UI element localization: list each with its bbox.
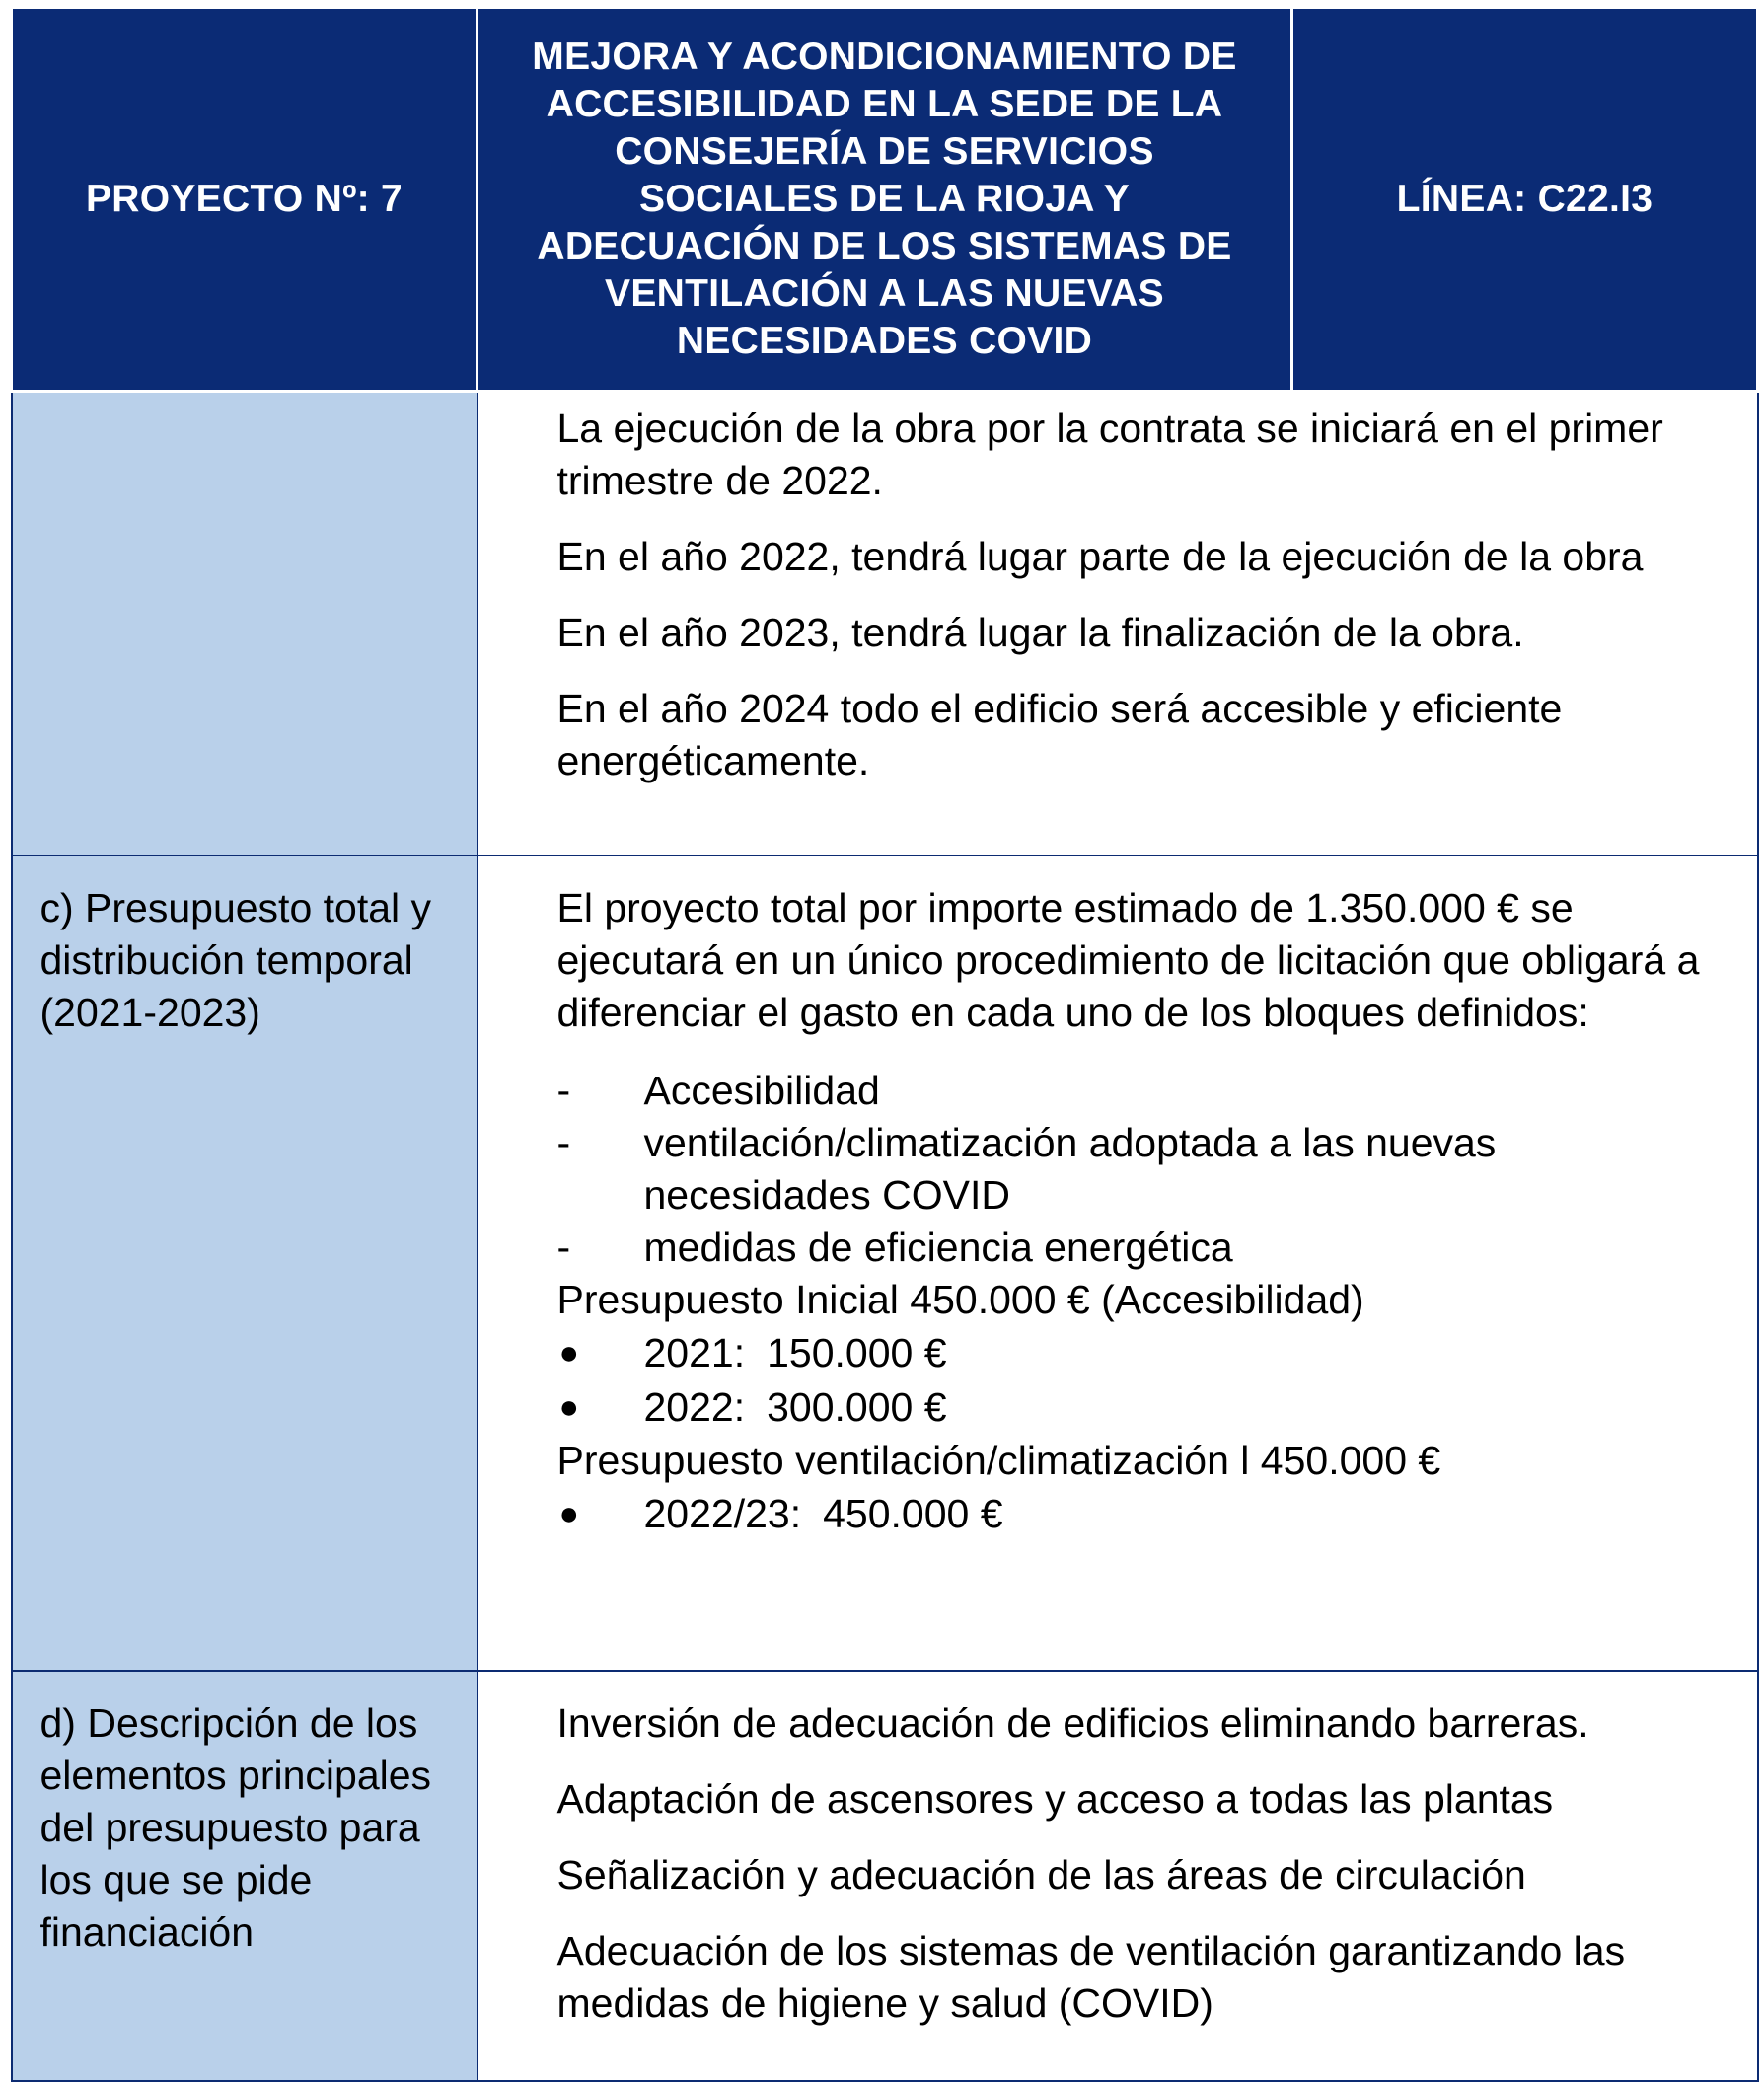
line-code: LÍNEA: C22.I3 <box>1292 8 1758 392</box>
budget-label: c) Presupuesto total y distribución temporal (2021-2023) <box>12 855 478 1671</box>
list-item: - medidas de eficiencia energética <box>557 1222 1727 1274</box>
title-line: VENTILACIÓN A LAS NUEVAS <box>605 272 1164 315</box>
elements-row <box>12 1671 1758 2081</box>
title-line: NECESIDADES COVID <box>676 320 1093 362</box>
initial-budget-title: Presupuesto Inicial 450.000 € (Accesibilidad) <box>556 1277 1364 1322</box>
schedule-content <box>478 392 1758 856</box>
elements-paragraph: Adaptación de ascensores y acceso a todas las plantas <box>556 1776 1554 1822</box>
project-title <box>478 8 1292 392</box>
budget-intro: El proyecto total por importe estimado de 1.350.000 € se ejecutará en un único procedimiento de licitación que obligará a diferenciar el gasto en cada uno de los bloques definidos: <box>556 885 1700 1035</box>
dash-marker: - <box>556 1120 571 1165</box>
schedule-paragraph: En el año 2023, tendrá lugar la finalización de la obra. <box>556 610 1524 655</box>
bullet-marker: ● <box>558 1334 580 1372</box>
schedule-paragraph: La ejecución de la obra por la contrata se iniciará en el primer trimestre de 2022. <box>556 406 1663 503</box>
dash-marker: - <box>556 1068 571 1113</box>
elements-paragraph: Señalización y adecuación de las áreas de circulación <box>556 1852 1526 1897</box>
project-table <box>10 6 1759 2082</box>
title-line: ADECUACIÓN DE LOS SISTEMAS DE <box>537 225 1232 267</box>
elements-label: d) Descripción de los elementos principales del presupuesto para los que se pide financiación <box>12 1671 478 2081</box>
budget-content <box>478 855 1758 1671</box>
budget-blocks-list <box>557 1065 1727 1274</box>
list-item: - Accesibilidad <box>557 1065 1727 1117</box>
schedule-paragraph: En el año 2024 todo el edificio será accesible y eficiente energéticamente. <box>556 686 1563 783</box>
list-item: - ventilación/climatización adoptada a las nuevas necesidades COVID <box>557 1117 1727 1222</box>
list-item: ● 2021: 150.000 € <box>557 1326 1727 1380</box>
bullet-marker: ● <box>558 1495 580 1532</box>
title-line: SOCIALES DE LA RIOJA Y <box>638 178 1131 220</box>
elements-paragraph: Adecuación de los sistemas de ventilación garantizando las medidas de higiene y salud (COVID) <box>556 1928 1626 2026</box>
schedule-label-cell <box>12 392 478 856</box>
dash-marker: - <box>556 1225 571 1270</box>
ventilation-budget-title: Presupuesto ventilación/climatización l 450.000 € <box>556 1438 1441 1483</box>
schedule-paragraph: En el año 2022, tendrá lugar parte de la ejecución de la obra <box>556 534 1644 579</box>
project-number: PROYECTO Nº: 7 <box>12 8 478 392</box>
schedule-row <box>12 392 1758 856</box>
list-item: ● 2022/23: 450.000 € <box>557 1487 1727 1541</box>
budget-row <box>12 855 1758 1671</box>
title-line: CONSEJERÍA DE SERVICIOS <box>615 130 1154 173</box>
title-line: MEJORA Y ACONDICIONAMIENTO DE <box>532 36 1237 78</box>
title-line: ACCESIBILIDAD EN LA SEDE DE LA <box>546 83 1223 125</box>
elements-content <box>478 1671 1758 2081</box>
list-item: ● 2022: 300.000 € <box>557 1380 1727 1435</box>
bullet-marker: ● <box>558 1388 580 1426</box>
table-header-row <box>12 8 1758 392</box>
elements-paragraph: Inversión de adecuación de edificios eliminando barreras. <box>556 1700 1589 1746</box>
